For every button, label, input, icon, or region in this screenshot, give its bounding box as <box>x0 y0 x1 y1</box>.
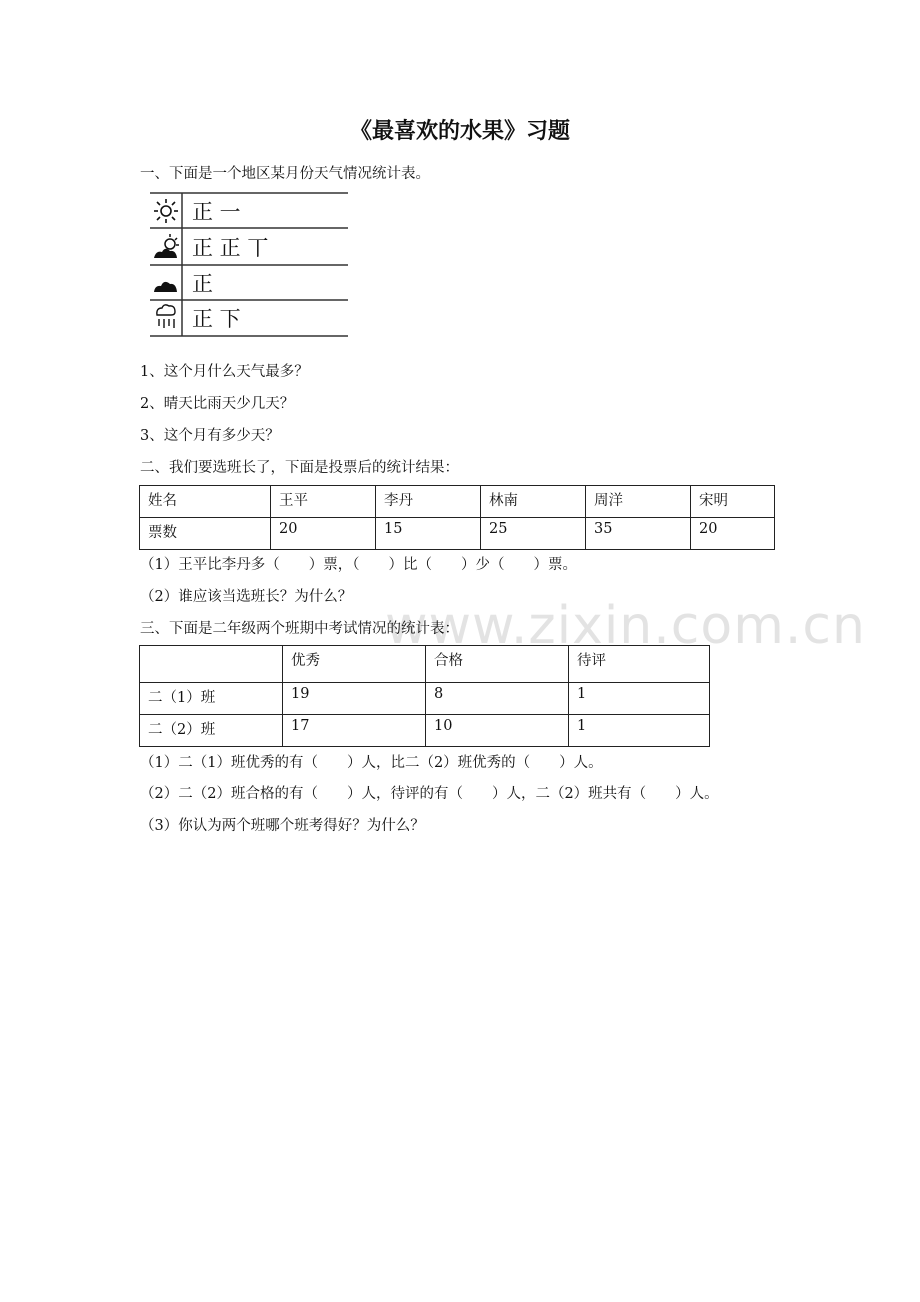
watermark: www.zixin.com.cn <box>385 596 866 656</box>
vote-table-name: 宋明 <box>691 486 775 518</box>
exam-table-header: 优秀 <box>283 646 426 683</box>
exam-table-corner <box>140 646 283 683</box>
section3-heading: 三、下面是二年级两个班期中考试情况的统计表： <box>140 621 459 637</box>
sunny-icon <box>154 199 178 223</box>
exam-table-header: 待评 <box>569 646 710 683</box>
exam-table-cell: 17 <box>283 715 426 747</box>
exam-table-class: 二（1）班 <box>140 683 283 715</box>
vote-table-name-row <box>140 486 775 518</box>
partly-cloudy-icon <box>154 234 179 258</box>
exam-table-cell: 1 <box>569 683 710 715</box>
question-1-1: 1、这个月什么天气最多？ <box>140 364 309 380</box>
question-2-2: （2）谁应该当选班长？为什么？ <box>140 589 353 605</box>
exam-table <box>139 645 710 747</box>
tally-rain: 正 下 <box>192 307 241 331</box>
vote-table-name: 李丹 <box>376 486 481 518</box>
section2-heading: 二、我们要选班长了，下面是投票后的统计结果： <box>140 460 459 476</box>
question-1-2: 2、晴天比雨天少几天？ <box>140 396 295 412</box>
question-3-2: （2）二（2）班合格的有（ ）人，待评的有（ ）人，二（2）班共有（ ）人。 <box>140 786 719 802</box>
tally-sunny: 正 一 <box>192 200 241 224</box>
exam-table-class: 二（2）班 <box>140 715 283 747</box>
question-1-3: 3、这个月有多少天？ <box>140 428 280 444</box>
question-2-1: （1）王平比李丹多（ ）票，（ ）比（ ）少（ ）票。 <box>140 557 577 573</box>
exam-table-cell: 19 <box>283 683 426 715</box>
vote-table-count-row <box>140 518 775 550</box>
exam-table-header: 合格 <box>426 646 569 683</box>
exam-table-cell: 1 <box>569 715 710 747</box>
question-3-1: （1）二（1）班优秀的有（ ）人，比二（2）班优秀的（ ）人。 <box>140 755 603 771</box>
exam-table-cell: 10 <box>426 715 569 747</box>
vote-table-row-label: 票数 <box>140 518 271 550</box>
exam-table-header-row <box>140 646 710 683</box>
vote-table-row-label: 姓名 <box>140 486 271 518</box>
section1-heading: 一、下面是一个地区某月份天气情况统计表。 <box>140 166 430 182</box>
vote-table-name: 王平 <box>271 486 376 518</box>
vote-table <box>139 485 775 550</box>
tally-cloudy: 正 <box>192 272 213 296</box>
vote-table-count: 20 <box>271 518 376 550</box>
weather-tally-grid <box>148 192 350 338</box>
vote-table-name: 林南 <box>481 486 586 518</box>
exam-table-cell: 8 <box>426 683 569 715</box>
exam-table-row <box>140 683 710 715</box>
vote-table-name: 周洋 <box>586 486 691 518</box>
vote-table-count: 25 <box>481 518 586 550</box>
vote-table-count: 20 <box>691 518 775 550</box>
rain-icon <box>157 305 175 328</box>
exam-table-row <box>140 715 710 747</box>
tally-partly-cloudy: 正 正 丅 <box>192 236 269 260</box>
question-3-3: （3）你认为两个班哪个班考得好？为什么？ <box>140 818 425 834</box>
vote-table-count: 35 <box>586 518 691 550</box>
cloudy-icon <box>154 282 177 292</box>
page-title: 《最喜欢的水果》习题 <box>349 118 570 144</box>
weather-tally-table <box>148 192 350 338</box>
vote-table-count: 15 <box>376 518 481 550</box>
